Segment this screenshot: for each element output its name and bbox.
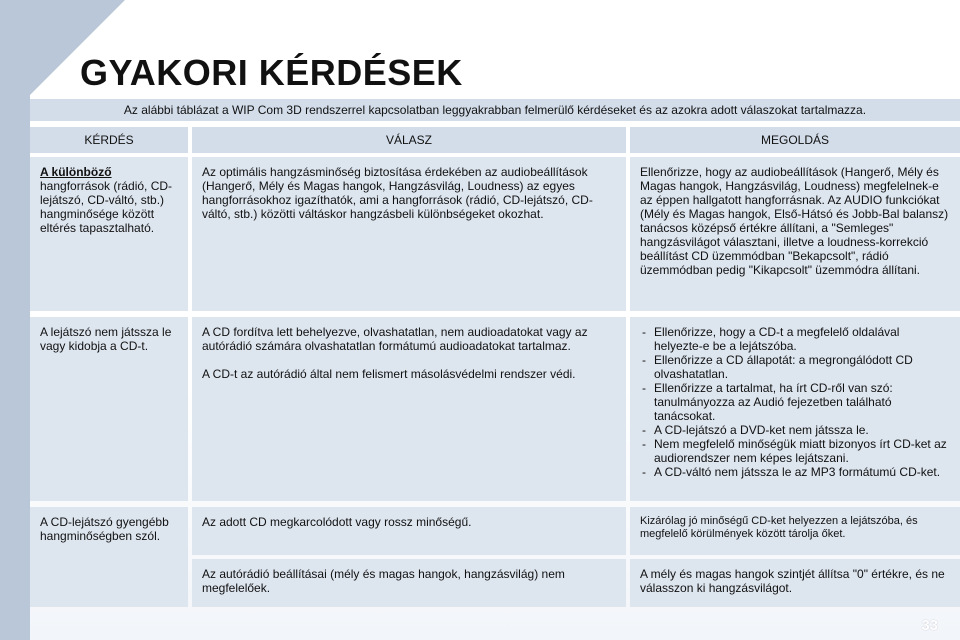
row1-question-bold: A különböző <box>40 165 112 179</box>
row1-solution-cell <box>630 157 960 311</box>
list-item: - Ellenőrizze, hogy a CD-t a megfelelő oldalával helyezte-e be a lejátszóba. <box>640 325 950 353</box>
row2-question-cell <box>30 317 188 501</box>
row1-answer-cell <box>192 157 626 311</box>
list-item: - Nem megfelelő minőségük miatt bizonyos írt CD-ket az audiorendszer nem képes lejátszani. <box>640 437 950 465</box>
row3-answer-text-1: Az adott CD megkarcolódott vagy rossz minőségű. <box>202 515 472 529</box>
row3-solution-text-2: A mély és magas hangok szintjét állítsa "0" értékre, és ne válasszon ki hangzásvilágot. <box>640 567 945 595</box>
row3-question-cell <box>30 507 188 607</box>
row2-solution-list <box>640 325 950 479</box>
header-answer: VÁLASZ <box>192 127 626 153</box>
row1-answer-text: Az optimális hangzásminőség biztosítása érdekében az audiobeállítások (Hangerő, Mély és Magas hangok, Hangzásvilág, Loudness) az egyes hangforrásokhoz igazíthatók, ami a hangforrások (rádió, CD-lejátszó, CD-váltó, stb.) közötti váltáskor hangzásbeli különbségeket okozhat. <box>202 165 593 221</box>
row1-question-text: hangforrások (rádió, CD-lejátszó, CD-váltó, stb.) hangminősége között eltérés tapasztalható. <box>40 179 173 235</box>
row3-solution-cell-1 <box>630 507 960 555</box>
list-item: - Ellenőrizze a tartalmat, ha írt CD-ről van szó: tanulmányozza az Audió fejezetben található tanácsokat. <box>640 381 950 423</box>
header-question: KÉRDÉS <box>30 127 188 153</box>
row2-answer-text-1: A CD fordítva lett behelyezve, olvashatatlan, nem audioadatokat vagy az autórádió számára olvashatatlan formátumú audioadatokat tartalmaz. <box>202 325 588 353</box>
row2-question-text: A lejátszó nem játssza le vagy kidobja a CD-t. <box>40 325 172 353</box>
page-title: GYAKORI KÉRDÉSEK <box>80 52 463 93</box>
row2-answer-text-2: A CD-t az autórádió által nem felismert másolásvédelmi rendszer védi. <box>202 367 576 381</box>
row3-answer-cell-1 <box>192 507 626 555</box>
row3-answer-text-2: Az autórádió beállításai (mély és magas hangok, hangzásvilág) nem megfelelőek. <box>202 567 565 595</box>
row3-answer-cell-2 <box>192 559 626 607</box>
row3-question-text: A CD-lejátszó gyengébb hangminőségben szól. <box>40 515 169 543</box>
row2-solution-cell <box>630 317 960 501</box>
page-number: 33 <box>921 617 938 634</box>
row2-answer-cell <box>192 317 626 501</box>
header-solution: MEGOLDÁS <box>630 127 960 153</box>
row1-question-cell <box>30 157 188 311</box>
row3-solution-cell-2 <box>630 559 960 607</box>
list-item: - A CD-lejátszó a DVD-ket nem játssza le. <box>640 423 950 437</box>
list-item: - Ellenőrizze a CD állapotát: a megrongálódott CD olvashatatlan. <box>640 353 950 381</box>
row3-solution-text-1: Kizárólag jó minőségű CD-ket helyezzen a lejátszóba, és megfelelő körülmények között tárolja őket. <box>640 515 918 540</box>
list-item: - A CD-váltó nem játssza le az MP3 formátumú CD-ket. <box>640 465 950 479</box>
row1-solution-text: Ellenőrizze, hogy az audiobeállítások (Hangerő, Mély és Magas hangok, Hangzásvilág, Loudness) megfelelnek-e az éppen hallgatott hangforrásnak. Az AUDIO funkciókat (Mély és Magas hangok, Első-Hátsó és Jobb-Bal balansz) tanácsos középső értékre állítani, a "Semleges" hangzásvilágot választani, illetve a loudness-korrekció beállítást CD üzemmódban "Bekapcsolt", rádió üzemmódban pedig "Kikapcsolt" üzemmódra állítani. <box>640 165 949 277</box>
intro-text: Az alábbi táblázat a WIP Com 3D rendszerrel kapcsolatban leggyakrabban felmerülő kérdéseket és az azokra adott válaszokat tartalmazza. <box>30 99 960 121</box>
